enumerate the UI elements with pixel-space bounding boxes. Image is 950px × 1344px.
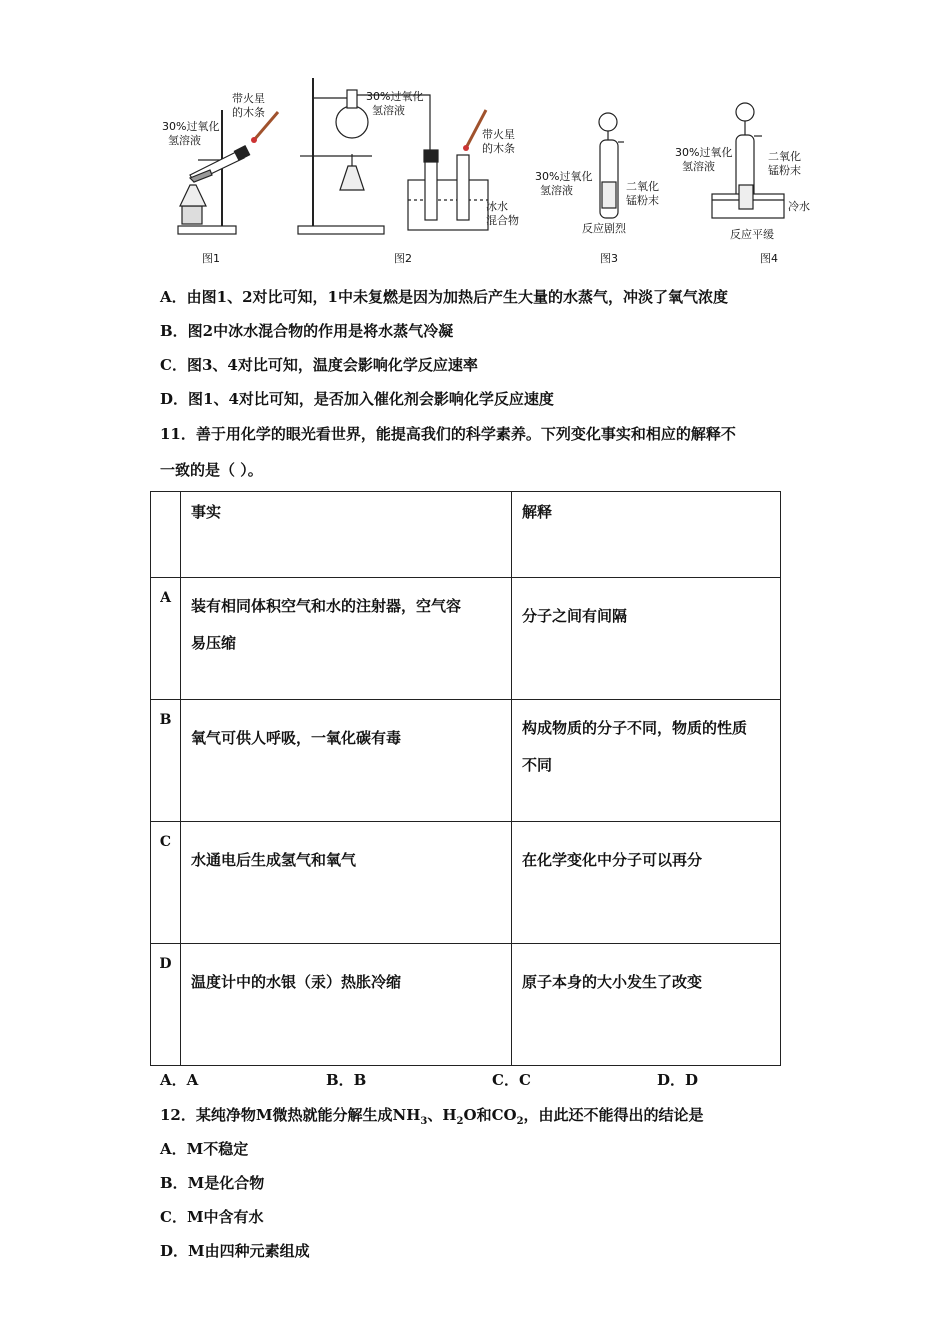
q11-stem-line2: 一致的是（ ）。 bbox=[160, 461, 263, 479]
fig3-label-h2o2-1: 30%过氧化 bbox=[535, 170, 593, 183]
fig2-label-ice-2: 混合物 bbox=[486, 214, 519, 227]
fig4-caption: 图4 bbox=[760, 252, 778, 265]
row-a-explanation: 分子之间有间隔 bbox=[522, 607, 628, 625]
figure-3 bbox=[535, 113, 659, 265]
row-label-c: C bbox=[159, 834, 172, 850]
row-b-explanation-line2: 不同 bbox=[522, 756, 553, 774]
fig2-label-h2o2-1: 30%过氧化 bbox=[366, 90, 424, 103]
q11-stem-line1: 11．善于用化学的眼光看世界，能提高我们的科学素养。下列变化事实和相应的解释不 bbox=[160, 425, 736, 443]
fig1-label-stick-2: 的木条 bbox=[232, 106, 265, 119]
fig4-label-mno2-2: 锰粉末 bbox=[768, 164, 801, 177]
fig2-label-ice-1: 冰水 bbox=[486, 200, 508, 213]
fig3-label-h2o2-2: 氢溶液 bbox=[540, 184, 573, 197]
q11-choice-b: B．B bbox=[326, 1071, 367, 1089]
fig3-label-bottom: 反应剧烈 bbox=[582, 222, 626, 235]
table-row bbox=[151, 944, 781, 1066]
row-b-fact: 氧气可供人呼吸，一氧化碳有毒 bbox=[191, 729, 402, 747]
q10-option-d: D．图1、4对比可知，是否加入催化剂会影响化学反应速度 bbox=[160, 390, 554, 408]
table-header-row bbox=[151, 492, 781, 578]
q12-option-a: A．M不稳定 bbox=[160, 1140, 249, 1158]
header-fact: 事实 bbox=[191, 503, 222, 521]
fig4-label-mno2-1: 二氧化 bbox=[768, 150, 801, 163]
fig4-label-bottom: 反应平缓 bbox=[730, 228, 774, 241]
row-d-explanation: 原子本身的大小发生了改变 bbox=[522, 973, 703, 991]
figure-1 bbox=[162, 91, 278, 265]
q11-choice-c: C．C bbox=[492, 1071, 531, 1089]
q10-option-c: C．图3、4对比可知，温度会影响化学反应速率 bbox=[160, 356, 478, 374]
figure-2 bbox=[298, 78, 519, 265]
q11-table bbox=[150, 491, 781, 1066]
row-d-fact: 温度计中的水银（汞）热胀冷缩 bbox=[191, 973, 402, 991]
row-label-d: D bbox=[159, 956, 172, 972]
q12-option-d: D．M由四种元素组成 bbox=[160, 1242, 310, 1260]
fig3-caption: 图3 bbox=[600, 252, 618, 265]
table-row bbox=[151, 700, 781, 822]
fig3-label-mno2-1: 二氧化 bbox=[626, 180, 659, 193]
q10-option-b: B．图2中冰水混合物的作用是将水蒸气冷凝 bbox=[160, 322, 454, 340]
q12-option-b: B．M是化合物 bbox=[160, 1174, 265, 1192]
fig2-label-stick-1: 带火星 bbox=[482, 128, 515, 141]
row-label-b: B bbox=[159, 712, 172, 728]
row-b-explanation-line1: 构成物质的分子不同，物质的性质 bbox=[522, 719, 748, 737]
row-c-explanation: 在化学变化中分子可以再分 bbox=[522, 851, 703, 869]
q10-option-a: A．由图1、2对比可知，1中未复燃是因为加热后产生大量的水蒸气，冲淡了氧气浓度 bbox=[160, 288, 728, 306]
fig4-label-cold: 冷水 bbox=[788, 200, 810, 213]
fig3-label-mno2-2: 锰粉末 bbox=[626, 194, 659, 207]
fig4-label-h2o2-2: 氢溶液 bbox=[682, 160, 715, 173]
header-explanation: 解释 bbox=[522, 503, 553, 521]
q12-option-c: C．M中含有水 bbox=[160, 1208, 264, 1226]
experiment-figure bbox=[150, 70, 830, 270]
q11-choice-a: A．A bbox=[160, 1071, 199, 1089]
fig4-label-h2o2-1: 30%过氧化 bbox=[675, 146, 733, 159]
fig1-caption: 图1 bbox=[202, 252, 220, 265]
q11-choice-d: D．D bbox=[657, 1071, 699, 1089]
fig2-label-stick-2: 的木条 bbox=[482, 142, 515, 155]
q12-stem: 12．某纯净物M微热就能分解生成$NH_3$、$H_2O$和$CO_2$，由此还不能得出的结论是 bbox=[160, 1106, 704, 1127]
row-label-a: A bbox=[160, 590, 171, 606]
row-c-fact: 水通电后生成氢气和氧气 bbox=[191, 851, 357, 869]
fig2-caption: 图2 bbox=[394, 252, 412, 265]
row-a-fact-line2: 易压缩 bbox=[191, 634, 237, 652]
figure-4 bbox=[675, 103, 810, 265]
fig2-label-h2o2-2: 氢溶液 bbox=[372, 104, 405, 117]
table-row bbox=[151, 822, 781, 944]
fig1-label-h2o2-2: 氢溶液 bbox=[168, 134, 201, 147]
fig1-label-stick-1: 带火星 bbox=[232, 92, 265, 105]
table-row bbox=[151, 578, 781, 700]
fig1-label-h2o2-1: 30%过氧化 bbox=[162, 120, 220, 133]
row-a-fact-line1: 装有相同体积空气和水的注射器，空气容 bbox=[191, 597, 462, 615]
